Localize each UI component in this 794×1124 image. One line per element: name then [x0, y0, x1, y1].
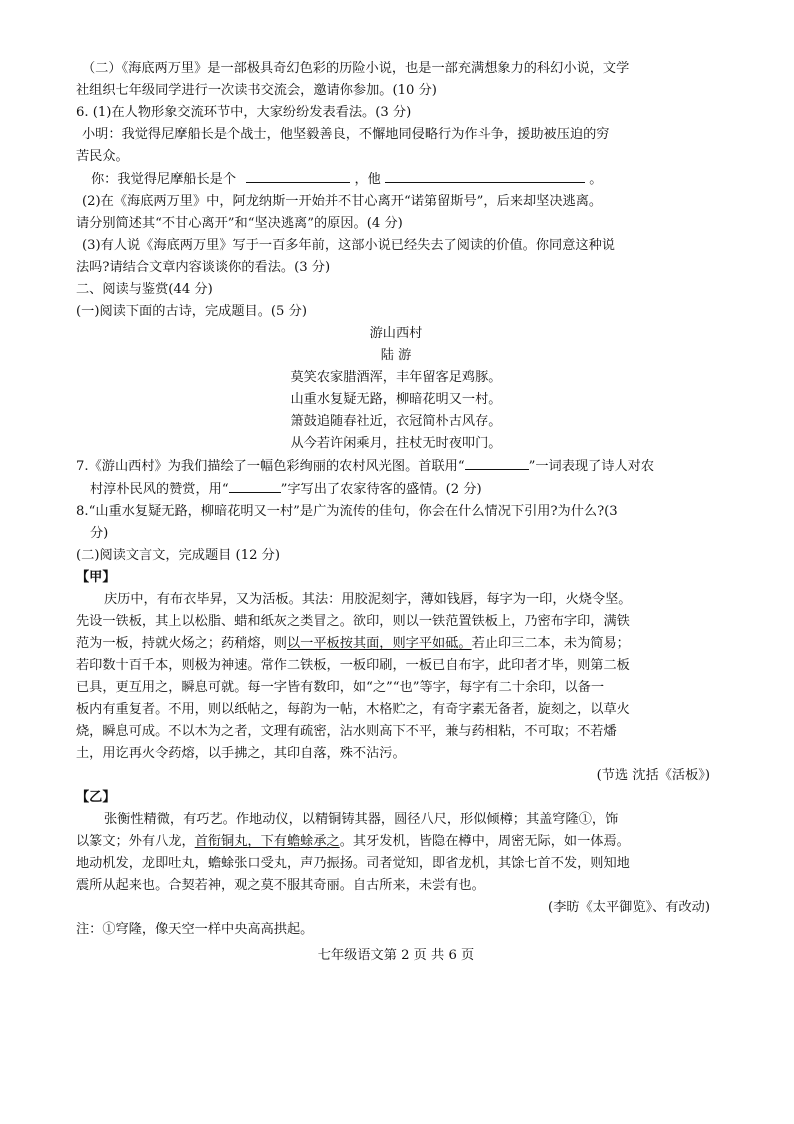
question-7-text: 7.《游山西村》为我们描绘了一幅色彩绚丽的农村风光图。首联用“: [76, 459, 465, 474]
question-7-text-cont: ”字写出了农家待客的盛情。(2 分): [280, 482, 482, 497]
passage-jia-line: 先设一铁板，其上以松脂、蜡和纸灰之类冒之。欲印，则以一铁范置铁板上，乃密布字印，满铁: [76, 614, 630, 629]
question-8: 8.“山重水复疑无路，柳暗花明又一村”是广为流传的佳句，你会在什么情况下引用?为什么?(3: [76, 504, 618, 519]
poem-author: 陆 游: [380, 348, 412, 363]
passage-jia-line: 土，用讫再火令药熔，以手拂之，其印自落，殊不沾污。: [76, 746, 406, 761]
poem-line: 莫笑农家腊酒浑，丰年留客足鸡豚。: [290, 370, 502, 385]
footnote: 注：①穹隆，像天空一样中央高高拱起。: [76, 922, 314, 937]
xiaoming-statement: 小明：我觉得尼摩船长是个战士，他坚毅善良，不懈地同侵略行为作斗争，援助被压迫的穷: [82, 127, 610, 142]
answer-blank[interactable]: [465, 455, 529, 470]
question-8-cont: 分): [90, 526, 109, 541]
passage-jia-line: 已具，更互用之，瞬息可就。每一字皆有数印，如“之”“也”等字，每字有二十余印，以备一: [76, 680, 605, 695]
passage-jia-line: 板内有重复者。不用，则以纸帖之，每韵为一帖，木格贮之，有奇字素无备者，旋刻之，以草火: [76, 702, 630, 717]
answer-blank[interactable]: [385, 168, 585, 183]
passage-jia-label: 【甲】: [76, 570, 116, 585]
page-footer: 七年级语文第 2 页 共 6 页: [317, 948, 475, 963]
passage-jia-line: [76, 633, 716, 655]
passage-jia-source: (节选 沈括《活板》): [596, 768, 710, 783]
question-6-3: (3)有人说《海底两万里》写于一百多年前，这部小说已经失去了阅读的价值。你同意这种说: [82, 238, 615, 253]
passage-jia-line: 若印数十百千本，则极为神速。常作二铁板，一板印刷，一板已自布字，此印者才毕，则第二板: [76, 658, 630, 673]
section-intro: （二）《海底两万里》是一部极具奇幻色彩的历险小说，也是一部充满想象力的科幻小说，文学: [82, 61, 630, 76]
passage-text: 以篆文；外有八龙，: [76, 834, 195, 849]
question-7: [76, 455, 716, 478]
passage-text: 范为一板，持就火炀之；药稍熔，则: [76, 636, 287, 651]
passage-yi-line: [76, 831, 716, 853]
your-statement-end: 。: [589, 172, 603, 187]
passage-yi-line: 震所从起来也。合契若神，观之莫不服其奇丽。自古所来，未尝有也。: [76, 878, 485, 893]
passage-yi-label: 【乙】: [76, 790, 116, 805]
passage-yi-line: 地动机发，龙即吐丸，蟾蜍张口受丸，声乃振扬。司者觉知，即省龙机，其馀七首不发，则知地: [76, 856, 630, 871]
exam-page: [76, 58, 716, 967]
xiaoming-statement-cont: 苦民众。: [76, 149, 129, 164]
question-7-cont: [76, 478, 716, 501]
your-statement-start: 你：我觉得尼摩船长是个: [91, 172, 237, 187]
answer-blank[interactable]: [229, 478, 281, 493]
poem-line: 箫鼓追随春社近，衣冠简朴古风存。: [290, 414, 502, 429]
question-6-1: 6. (1)在人物形象交流环节中，大家纷纷发表看法。(3 分): [76, 105, 412, 120]
poem-line: 山重水复疑无路，柳暗花明又一村。: [290, 392, 502, 407]
passage-text: 若止印三二本，未为简易；: [471, 636, 630, 651]
passage-jia-line: 庆历中，有布衣毕昇，又为活板。其法：用胶泥刻字，薄如钱唇，每字为一印，火烧令坚。: [104, 592, 632, 607]
passage-yi-source: (李昉《太平御览》、有改动): [548, 900, 710, 915]
poem-line: 从今若许闲乘月，拄杖无时夜叩门。: [290, 436, 502, 451]
subsection-classical: (二)阅读文言文，完成题目 (12 分): [76, 548, 280, 563]
question-6-2: (2)在《海底两万里》中，阿龙纳斯一开始并不甘心离开“诺第留斯号”，后来却坚决逃离。: [82, 194, 603, 209]
subsection-poem: (一)阅读下面的古诗，完成题目。(5 分): [76, 304, 307, 319]
passage-jia-line: 烧，瞬息可成。不以木为之者，文理有疏密，沾水则高下不平，兼与药相粘，不可取；不若燔: [76, 724, 617, 739]
passage-yi-line: 张衡性精微，有巧艺。作地动仪，以精铜铸其器，圆径八尺，形似倾樽；其盖穹隆①，饰: [104, 812, 619, 827]
answer-blank[interactable]: [246, 168, 350, 183]
question-6-2-cont: 请分别简述其“不甘心离开”和“坚决逃离”的原因。(4 分): [76, 216, 403, 231]
underlined-sentence: 首衔铜丸，下有蟾蜍承之: [194, 834, 340, 849]
question-6-3-cont: 法吗?请结合文章内容谈谈你的看法。(3 分): [76, 260, 331, 275]
passage-text: 。其牙发机，皆隐在樽中，周密无际，如一体焉。: [339, 834, 630, 849]
your-statement-mid: ，他: [354, 172, 381, 187]
your-statement: [76, 168, 716, 191]
poem-title: 游山西村: [369, 326, 423, 341]
underlined-sentence: 以一平板按其面，则字平如砥。: [287, 636, 472, 651]
section-heading: 二、阅读与鉴赏(44 分): [76, 282, 213, 297]
question-7-text-cont: ”一词表现了诗人对农: [528, 459, 655, 474]
section-intro-cont: 社组织七年级同学进行一次读书交流会，邀请你参加。(10 分): [76, 83, 437, 98]
question-7-text: 村淳朴民风的赞赏，用“: [90, 482, 229, 497]
